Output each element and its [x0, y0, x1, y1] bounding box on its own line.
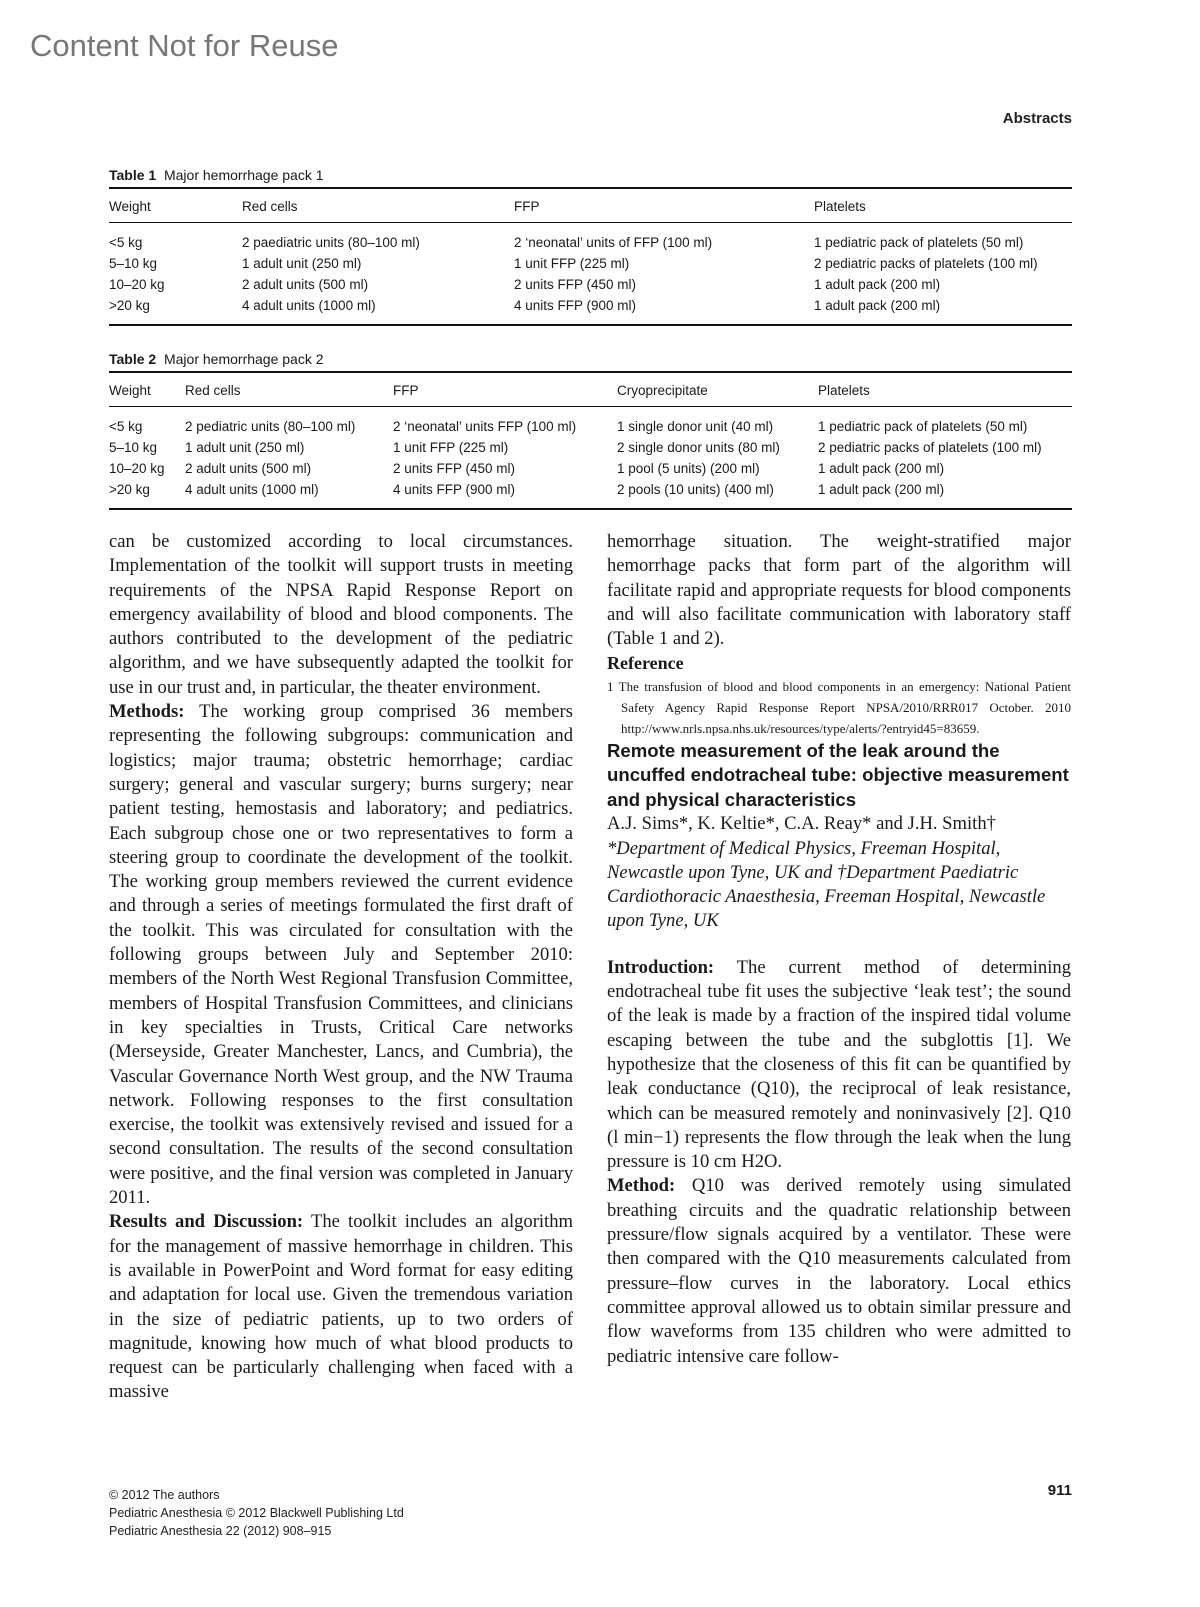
table-cell: 1 adult pack (200 ml): [814, 298, 941, 313]
results-text: The toolkit includes an algorithm for the management of massive hemorrhage in children. This is available in PowerPoint and Word format for easy editing and adaptation for local use. Given the tremendous variation in the size of pediatric patients, up to two orders of magnitude, knowing how much of what blood products to request can be particularly challenging when faced with a massive: [109, 1211, 573, 1403]
table-row: [109, 479, 1072, 509]
left-paragraph-1: can be customized according to local circumstances. Implementation of the toolkit will support trusts in meeting requirements of the NPSA Rapid Response Report on emergency availability of blood and blood components. The authors contributed to the development of the pediatric algorithm, and we have subsequently adapted the toolkit for use in our trust and, in particular, the theater environment.: [109, 531, 573, 698]
table-cell: 2 pools (10 units) (400 ml): [617, 482, 774, 497]
table-2-header-cell: Cryoprecipitate: [617, 383, 708, 398]
table-cell: >20 kg: [109, 482, 150, 497]
table-cell: 2 adult units (500 ml): [242, 277, 369, 292]
abstract-affiliation: *Department of Medical Physics, Freeman Hospital, Newcastle upon Tyne, UK and †Department Paediatric Cardiothoracic Anaesthesia, Freeman Hospital, Newcastle upon Tyne, UK: [607, 837, 1046, 932]
reference-heading: Reference: [607, 653, 684, 674]
table-cell: 1 adult pack (200 ml): [818, 482, 945, 497]
table-2-header-cell: FFP: [393, 383, 419, 398]
table-cell: 2 single donor units (80 ml): [617, 440, 780, 455]
table-2-header-cell: Platelets: [818, 383, 870, 398]
table-1-header-cell: FFP: [514, 199, 540, 214]
reference-item: 1 The transfusion of blood and blood components in an emergency: National Patient Safety Agency Rapid Response Report NPSA/2010/RRR017 October. 2010 http://www.nrls.npsa.nhs.uk/resources/type/alerts/?entryid45=83659.: [607, 678, 1071, 736]
footer-copyright: © 2012 The authors: [109, 1488, 220, 1502]
table-cell: 10–20 kg: [109, 461, 165, 476]
table-cell: >20 kg: [109, 298, 150, 313]
table-2-label: Table 2: [109, 351, 157, 367]
abstract-title: Remote measurement of the leak around the uncuffed endotracheal tube: objective measurement and physical characteristics: [607, 739, 1069, 810]
table-cell: 1 single donor unit (40 ml): [617, 419, 774, 434]
table-2-caption: [109, 351, 1072, 367]
table-row: [109, 437, 1072, 458]
table-cell: 1 unit FFP (225 ml): [514, 256, 630, 271]
table-2-header-cell: Weight: [109, 383, 151, 398]
table-cell: 2 ‘neonatal’ units of FFP (100 ml): [514, 235, 713, 250]
table-cell: 1 adult unit (250 ml): [185, 440, 305, 455]
table-cell: 4 adult units (1000 ml): [242, 298, 376, 313]
page-number: 911: [1047, 1482, 1072, 1499]
running-head: Abstracts: [1002, 110, 1072, 127]
table-cell: 4 units FFP (900 ml): [514, 298, 637, 313]
table-2-header-cell: Red cells: [185, 383, 241, 398]
methods-label: Methods:: [109, 701, 185, 723]
table-cell: 10–20 kg: [109, 277, 165, 292]
table-cell: 5–10 kg: [109, 256, 158, 271]
table-cell: 2 pediatric packs of platelets (100 ml): [818, 440, 1042, 455]
table-cell: 2 units FFP (450 ml): [514, 277, 637, 292]
table-1-header-cell: Red cells: [242, 199, 298, 214]
table-cell: 4 units FFP (900 ml): [393, 482, 516, 497]
footer-citation: Pediatric Anesthesia 22 (2012) 908–915: [109, 1524, 332, 1538]
table-cell: 1 pediatric pack of platelets (50 ml): [818, 419, 1028, 434]
table-1-header-cell: Weight: [109, 199, 151, 214]
footer: [109, 1486, 404, 1540]
methods-text: The working group comprised 36 members representing the following subgroups: communication and logistics; major trauma; obstetric hemorrhage; cardiac surgery; general and vascular surgery; burns surgery; near patient testing, hemostasis and laboratory; and pediatrics. Each subgroup chose one or two representatives to form a steering group to coordinate the development of the toolkit. The working group members reviewed the current evidence and through a series of meetings formulated the first draft of the toolkit. This was circulated for consultation with the following groups between July and September 2010: members of the North West Regional Transfusion Committee, members of Hospital Transfusion Committees, and clinicians in key specialties in Trusts, Critical Care networks (Merseyside, Greater Manchester, Lancs, and Cumbria), the Vascular Governance North West group, and the NW Trauma network. Following responses to the first consultation exercise, the toolkit was extensively revised and issued for a second consultation. The results of the second consultation were positive, and the final version was completed in January 2011.: [109, 701, 573, 1209]
table-1: [109, 167, 1072, 326]
table-2-title: Major hemorrhage pack 2: [163, 351, 324, 367]
method-paragraph: [607, 1174, 1071, 1368]
introduction-text: The current method of determining endotracheal tube fit uses the subjective ‘leak test’; the sound of the leak is made by a fraction of the inspired tidal volume escaping between the tube and the subglottis [1]. We hypothesize that the closeness of this fit can be quantified by leak conductance (Q10), the reciprocal of leak resistance, which can be measured remotely and noninvasively [2]. Q10 (l min−1) represents the flow through the leak when the lung pressure is 10 cm H2O.: [607, 956, 1071, 1173]
watermark: Content Not for Reuse: [30, 28, 339, 63]
table-cell: 2 pediatric packs of platelets (100 ml): [814, 256, 1038, 271]
table-1-grid: [109, 187, 1072, 326]
table-cell: 1 pediatric pack of platelets (50 ml): [814, 235, 1024, 250]
method-text: Q10 was derived remotely using simulated breathing circuits and the quadratic relationship between pressure/flow signals acquired by a ventilator. These were then compared with the Q10 measurements calculated from pressure–flow curves in the laboratory. Local ethics committee approval allowed us to obtain similar pressure and flow waveforms from 135 children who were admitted to pediatric intensive care follow-: [607, 1175, 1071, 1367]
table-cell: <5 kg: [109, 419, 143, 434]
results-paragraph: [109, 1210, 573, 1404]
table-cell: <5 kg: [109, 235, 143, 250]
introduction-label: Introduction:: [607, 956, 715, 978]
table-cell: 1 unit FFP (225 ml): [393, 440, 509, 455]
table-1-caption: [109, 167, 1072, 183]
table-cell: 1 adult pack (200 ml): [818, 461, 945, 476]
table-row: [109, 223, 1072, 254]
table-2: [109, 351, 1072, 510]
table-row: [109, 407, 1072, 438]
table-cell: 2 pediatric units (80–100 ml): [185, 419, 356, 434]
left-column: [109, 530, 573, 1405]
table-cell: 2 units FFP (450 ml): [393, 461, 516, 476]
results-label: Results and Discussion:: [109, 1211, 304, 1233]
abstract-authors: A.J. Sims*, K. Keltie*, C.A. Reay* and J.H. Smith†: [607, 813, 996, 835]
table-cell: 1 adult pack (200 ml): [814, 277, 941, 292]
table-1-title: Major hemorrhage pack 1: [163, 167, 324, 183]
table-row: [109, 253, 1072, 274]
introduction-paragraph: [607, 956, 1071, 1175]
methods-paragraph: [109, 700, 573, 1210]
table-cell: 2 adult units (500 ml): [185, 461, 312, 476]
table-row: [109, 458, 1072, 479]
method-label: Method:: [607, 1175, 676, 1197]
table-2-grid: [109, 371, 1072, 510]
footer-publisher: Pediatric Anesthesia © 2012 Blackwell Publishing Ltd: [109, 1506, 404, 1520]
right-paragraph-1: hemorrhage situation. The weight-stratified major hemorrhage packs that form part of the algorithm will facilitate rapid and appropriate requests for blood components and will also facilitate communication with laboratory staff (Table 1 and 2).: [607, 531, 1071, 650]
right-column: [607, 530, 1071, 1369]
table-cell: 1 adult unit (250 ml): [242, 256, 362, 271]
table-cell: 2 ‘neonatal’ units FFP (100 ml): [393, 419, 577, 434]
table-row: [109, 295, 1072, 325]
table-cell: 1 pool (5 units) (200 ml): [617, 461, 760, 476]
table-row: [109, 274, 1072, 295]
table-1-label: Table 1: [109, 167, 157, 183]
table-cell: 4 adult units (1000 ml): [185, 482, 319, 497]
table-1-header-cell: Platelets: [814, 199, 866, 214]
table-cell: 2 paediatric units (80–100 ml): [242, 235, 420, 250]
table-cell: 5–10 kg: [109, 440, 158, 455]
